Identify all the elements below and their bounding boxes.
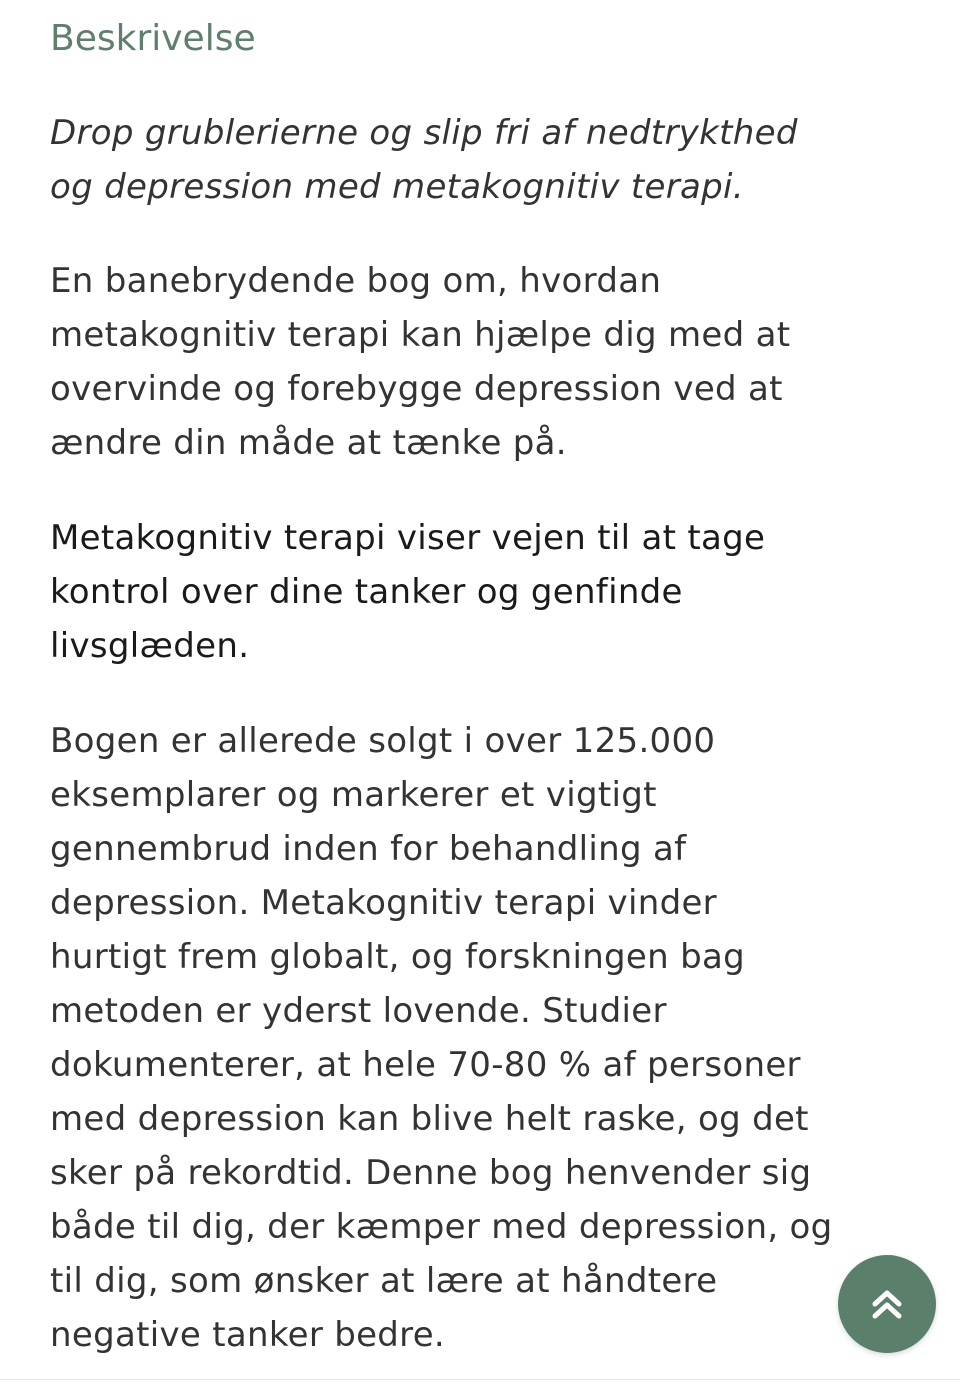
lead-paragraph [50, 106, 798, 214]
intro-line: overvinde og forebygge depression ved at [50, 369, 783, 409]
intro-line: En banebrydende bog om, hvordan [50, 261, 662, 301]
body-line: metoden er yderst lovende. Studier [50, 991, 667, 1031]
body-line: Bogen er allerede solgt i over 125.000 [50, 721, 716, 761]
intro-line: metakognitiv terapi kan hjælpe dig med at [50, 315, 791, 355]
emphasis-line: kontrol over dine tanker og genfinde [50, 572, 683, 612]
body-line: gennembrud inden for behandling af [50, 829, 687, 869]
intro-line: ændre din måde at tænke på. [50, 423, 567, 463]
body-line: eksemplarer og markerer et vigtigt [50, 775, 657, 815]
section-heading: Beskrivelse [50, 18, 256, 59]
intro-paragraph [50, 254, 790, 470]
double-chevron-up-icon [867, 1284, 907, 1324]
body-line: både til dig, der kæmper med depression, og [50, 1207, 833, 1247]
body-line: negative tanker bedre. [50, 1315, 446, 1355]
body-line: dokumenterer, at hele 70-80 % af personer [50, 1045, 801, 1085]
body-line: med depression kan blive helt raske, og det [50, 1099, 809, 1139]
scroll-to-top-button[interactable] [838, 1255, 936, 1353]
body-line: sker på rekordtid. Denne bog henvender sig [50, 1153, 812, 1193]
body-paragraph [50, 714, 833, 1362]
lead-line: og depression med metakognitiv terapi. [50, 167, 744, 207]
emphasis-paragraph [50, 511, 765, 673]
body-line: depression. Metakognitiv terapi vinder [50, 883, 717, 923]
lead-line: Drop grublerierne og slip fri af nedtrykthed [50, 113, 798, 153]
emphasis-line: Metakognitiv terapi viser vejen til at tage [50, 518, 766, 558]
body-line: hurtigt frem globalt, og forskningen bag [50, 937, 746, 977]
divider [0, 1379, 960, 1380]
body-line: til dig, som ønsker at lære at håndtere [50, 1261, 718, 1301]
emphasis-line: livsglæden. [50, 626, 250, 666]
